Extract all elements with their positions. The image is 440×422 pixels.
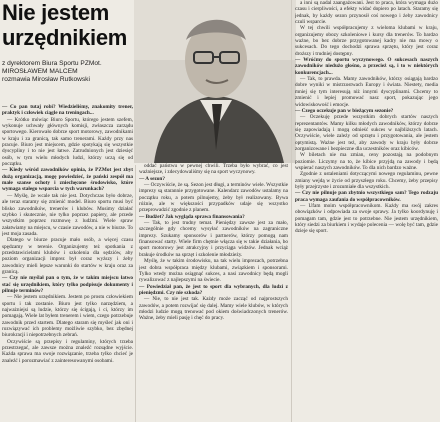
- paragraph: a inni są nadal zaangażowani. Jest to praca, która wymaga dużo czasu i cierpliwości, a efekty widać dopiero po latach. Staramy się jednak, by każdy sezon przynosił coś nowego i żeby zawodnicy czuli wsparcie.: [295, 0, 438, 26]
- intro-line-3: rozmawia Mirosław Rutkowski: [2, 75, 90, 83]
- text-column-3: [295, 0, 438, 422]
- paragraph: — Czy nie myślał pan o tym, że w takim miejscu łatwo stać się urzędnikiem, który tylko podpisuje dokumenty i pilnuje terminów?: [2, 275, 133, 294]
- paragraph: — A sezon?: [139, 175, 165, 182]
- portrait-illustration: [134, 0, 296, 163]
- paragraph: W tej chwili współpracujemy z wieloma klubami w kraju, organizujemy obozy szkoleniowe i kursy dla trenerów. To bardzo ważne, bo bez dobrze przygotowanej kadry nie ma mowy o sukcesach. Do tego dochodzi sprawa sprzętu, który jest coraz droższy i trudniej dostępny.: [295, 25, 438, 57]
- paragraph: — Tak, to prawda. Mamy zawodników, którzy osiągają bardzo dobre wyniki w mistrzostwach Europy i świata. Niestety, media mniej się tym interesują niż innymi dyscyplinami. Chcemy to zmienić i lepiej promować nasz sport, pokazując jego widowiskowość i emocje.: [295, 76, 438, 108]
- column-divider: [135, 165, 136, 422]
- paragraph: Zgodnie z ustaleniami dotyczącymi nowego regulaminu, pewne zmiany wejdą w życie od przyszłego roku. Chcemy, żeby przepisy były przejrzyste i zrozumiałe dla wszystkich.: [295, 171, 438, 190]
- paragraph: — Nie jestem urzędnikiem. Jestem po prostu człowiekiem sportu i tak zostanie. Biuro jest tylko narzędziem, a najważniejsi są ludzie, którzy się ścigają, i ci, którzy im pomagają. Wiele lat byłem trenerem i wiem, czego potrzebuje zawodnik przed startem. Dlatego staram się myśleć jak oni i rozwiązywać ich problemy możliwie szybko, bez zbędnej biurokracji i niepotrzebnych zebrań.: [2, 294, 133, 339]
- paragraph: — Ufam moim współpracownikom. Każdy ma swój zakres obowiązków i odpowiada za swoje sprawy. Ja tylko koordynuję i pomagam tam, gdzie jest to potrzebne. Nie jestem urzędnikiem, który siedzi za biurkiem i wydaje polecenia — wolę być tam, gdzie dzieje się sport.: [295, 203, 438, 235]
- paragraph: — Kiedy wśród zawodników opinia, że PZMot jest zbyt dużą organizacją, mogę powiedzieć, że pański zespół ma małe szanse ochoty i zniechęcone środowisko, które wymaga stałego wsparcia w tych warunkach?: [2, 167, 133, 193]
- paragraph: oddać państwu w pewnej chwili. Trzeba było wybrać, co jest ważniejsze, i zdecydowaliśmy się na sport wyczynowy.: [139, 163, 288, 176]
- headline-line-2: urzędnikiem: [2, 25, 128, 50]
- paragraph: — Krótko mówiąc Biuro Sportu, którego jestem szefem, wykonuje uchwały głównych komisji, zwłaszcza zarządu sportowego. Kierowało dobrze sport motorowy, zawodnikami w kraju i za granicą, tak samo trenerami. Każdy przy nas pracuje. Biuro jest miejscem, gdzie spotykają się wszystkie dyscypliny i to nie jest łatwe. Zatrudnionych jest dziesięć osób, w tym wielu młodych ludzi, którzy uczą się od początku.: [2, 116, 133, 168]
- intro-line-1: z dyrektorem Biura Sportu PZMot.: [2, 60, 102, 67]
- article-intro: [2, 60, 134, 83]
- paragraph: Dlatego w biurze pracuje mało osób, a więcej czasu spędzamy w terenie. Organizujemy też spotkania z przedstawicielami klubów i szkolenia dla sędziów, aby poziom organizacji imprez był coraz wyższy i żeby zawodnicy mieli lepsze warunki do startów w kraju oraz za granicą.: [2, 237, 133, 275]
- paragraph: — Budżet? Jak wygląda sprawa finansowania?: [139, 213, 245, 220]
- headline-line-1: Nie jestem: [2, 0, 110, 25]
- portrait-photo: [134, 0, 296, 163]
- text-column-1: [2, 104, 133, 422]
- paragraph: — Czy nie pilnuje pan zbytnio wszystkiego sam? Tego rodzaju praca wymaga zaufania do współpracowników.: [295, 190, 438, 203]
- paragraph: — Co pan tutaj robi? Wiedzieliśmy, znakomity trener, praktyk i człowiek ciągle na treningach...: [2, 104, 133, 117]
- paragraph: — Oczywiście, że są. Sezon jest długi, a terminów wiele. Wszystkie imprezy są starannie przygotowane. Kalendarz zawodów ustalamy na początku roku, a potem pilnujemy, żeby był realizowany. Bywa różnie, ale w większości przypadków udaje się wszystko przeprowadzić zgodnie z planem.: [139, 182, 288, 214]
- paragraph: — Tak, to jest trudny temat. Pieniędzy zawsze jest za mało, szczególnie gdy chcemy wysyłać zawodników na zagraniczne imprezy. Szukamy sponsorów i partnerów, którzy pomogą nam finansować starty. Wiele firm chętnie włącza się w takie działania, bo sport motorowy jest atrakcyjny i przyciąga widzów. Jednak wciąż brakuje środków na sprzęt i szkolenie młodzieży.: [139, 220, 288, 258]
- paragraph: — Powiedział pan, że jest to sport dla wybranych, dla ludzi z pieniędzmi. Czy nie szkoda?: [139, 283, 288, 296]
- paragraph: — Czego oczekuje pan w bieżącym sezonie?: [295, 107, 394, 114]
- text-column-2: [139, 163, 288, 422]
- paragraph: — Nie, to nie jest tak. Każdy może zacząć od najprostszych zawodów, a potem rozwijać się dalej. Mamy wiele klubów, w których młodzi ludzie mogą trenować pod okiem doświadczonych trenerów. Ważne, żeby mieli pasję i chęć do pracy.: [139, 296, 288, 322]
- paragraph: — Wróćmy do sportu wyczynowego. O sukcesach naszych zawodników niedużo głośno, a przecież są, i to w niektórych konkurencjach...: [295, 57, 438, 76]
- paragraph: Oczywiście są przepisy i regulaminy, których trzeba przestrzegać, ale zawsze można znaleźć rozsądne wyjście. Każda sprawa ma swoje rozwiązanie, trzeba tylko chcieć je znaleźć i porozmawiać z zainteresowanymi osobami.: [2, 338, 133, 364]
- paragraph: — Oczekuję przede wszystkim dobrych startów naszych reprezentantów. Mamy kilku młodych zawodników, którzy dobrze się zapowiadają i mogą odnieść sukces w najbliższych latach. Oczywiście, wiele zależy od sprzętu i przygotowania, ale jestem optymistą. Ważne jest też, aby zawody w kraju były dobrze zorganizowane i bezpieczne dla uczestników oraz kibiców.: [295, 114, 438, 152]
- column-divider: [291, 0, 292, 422]
- intro-line-2: MIROSŁAWEM MALCEM: [2, 67, 78, 75]
- paragraph: Myślę, że w takim środowisku, na tak wielu imprezach, potrzebna jest dobra współpraca między klubami, związkiem i sponsorami. Tylko wtedy można osiągnąć sukces, a nasi zawodnicy będą mogli rywalizować z najlepszymi na świecie.: [139, 258, 288, 284]
- paragraph: — Myślę, że wcale tak nie jest. Dotychczas było dobrze, ale teraz staramy się zmienić model. Biuro sportu musi być blisko zawodników, trenerów i klubów. Musimy działać szybko i skutecznie, nie tylko poprzez papiery, ale przede wszystkim poprzez rozmowę z ludźmi. Wiele spraw załatwiamy na miejscu, w czasie zawodów, a nie w biurze. To jest moja zasada.: [2, 192, 133, 237]
- paragraph: W biletach nie ma zmian, ceny pozostają na podobnym poziomie. Liczymy na to, że kibice przyjdą na zawody i będą wspierać naszych zawodników. To dla nich bardzo ważne.: [295, 152, 438, 171]
